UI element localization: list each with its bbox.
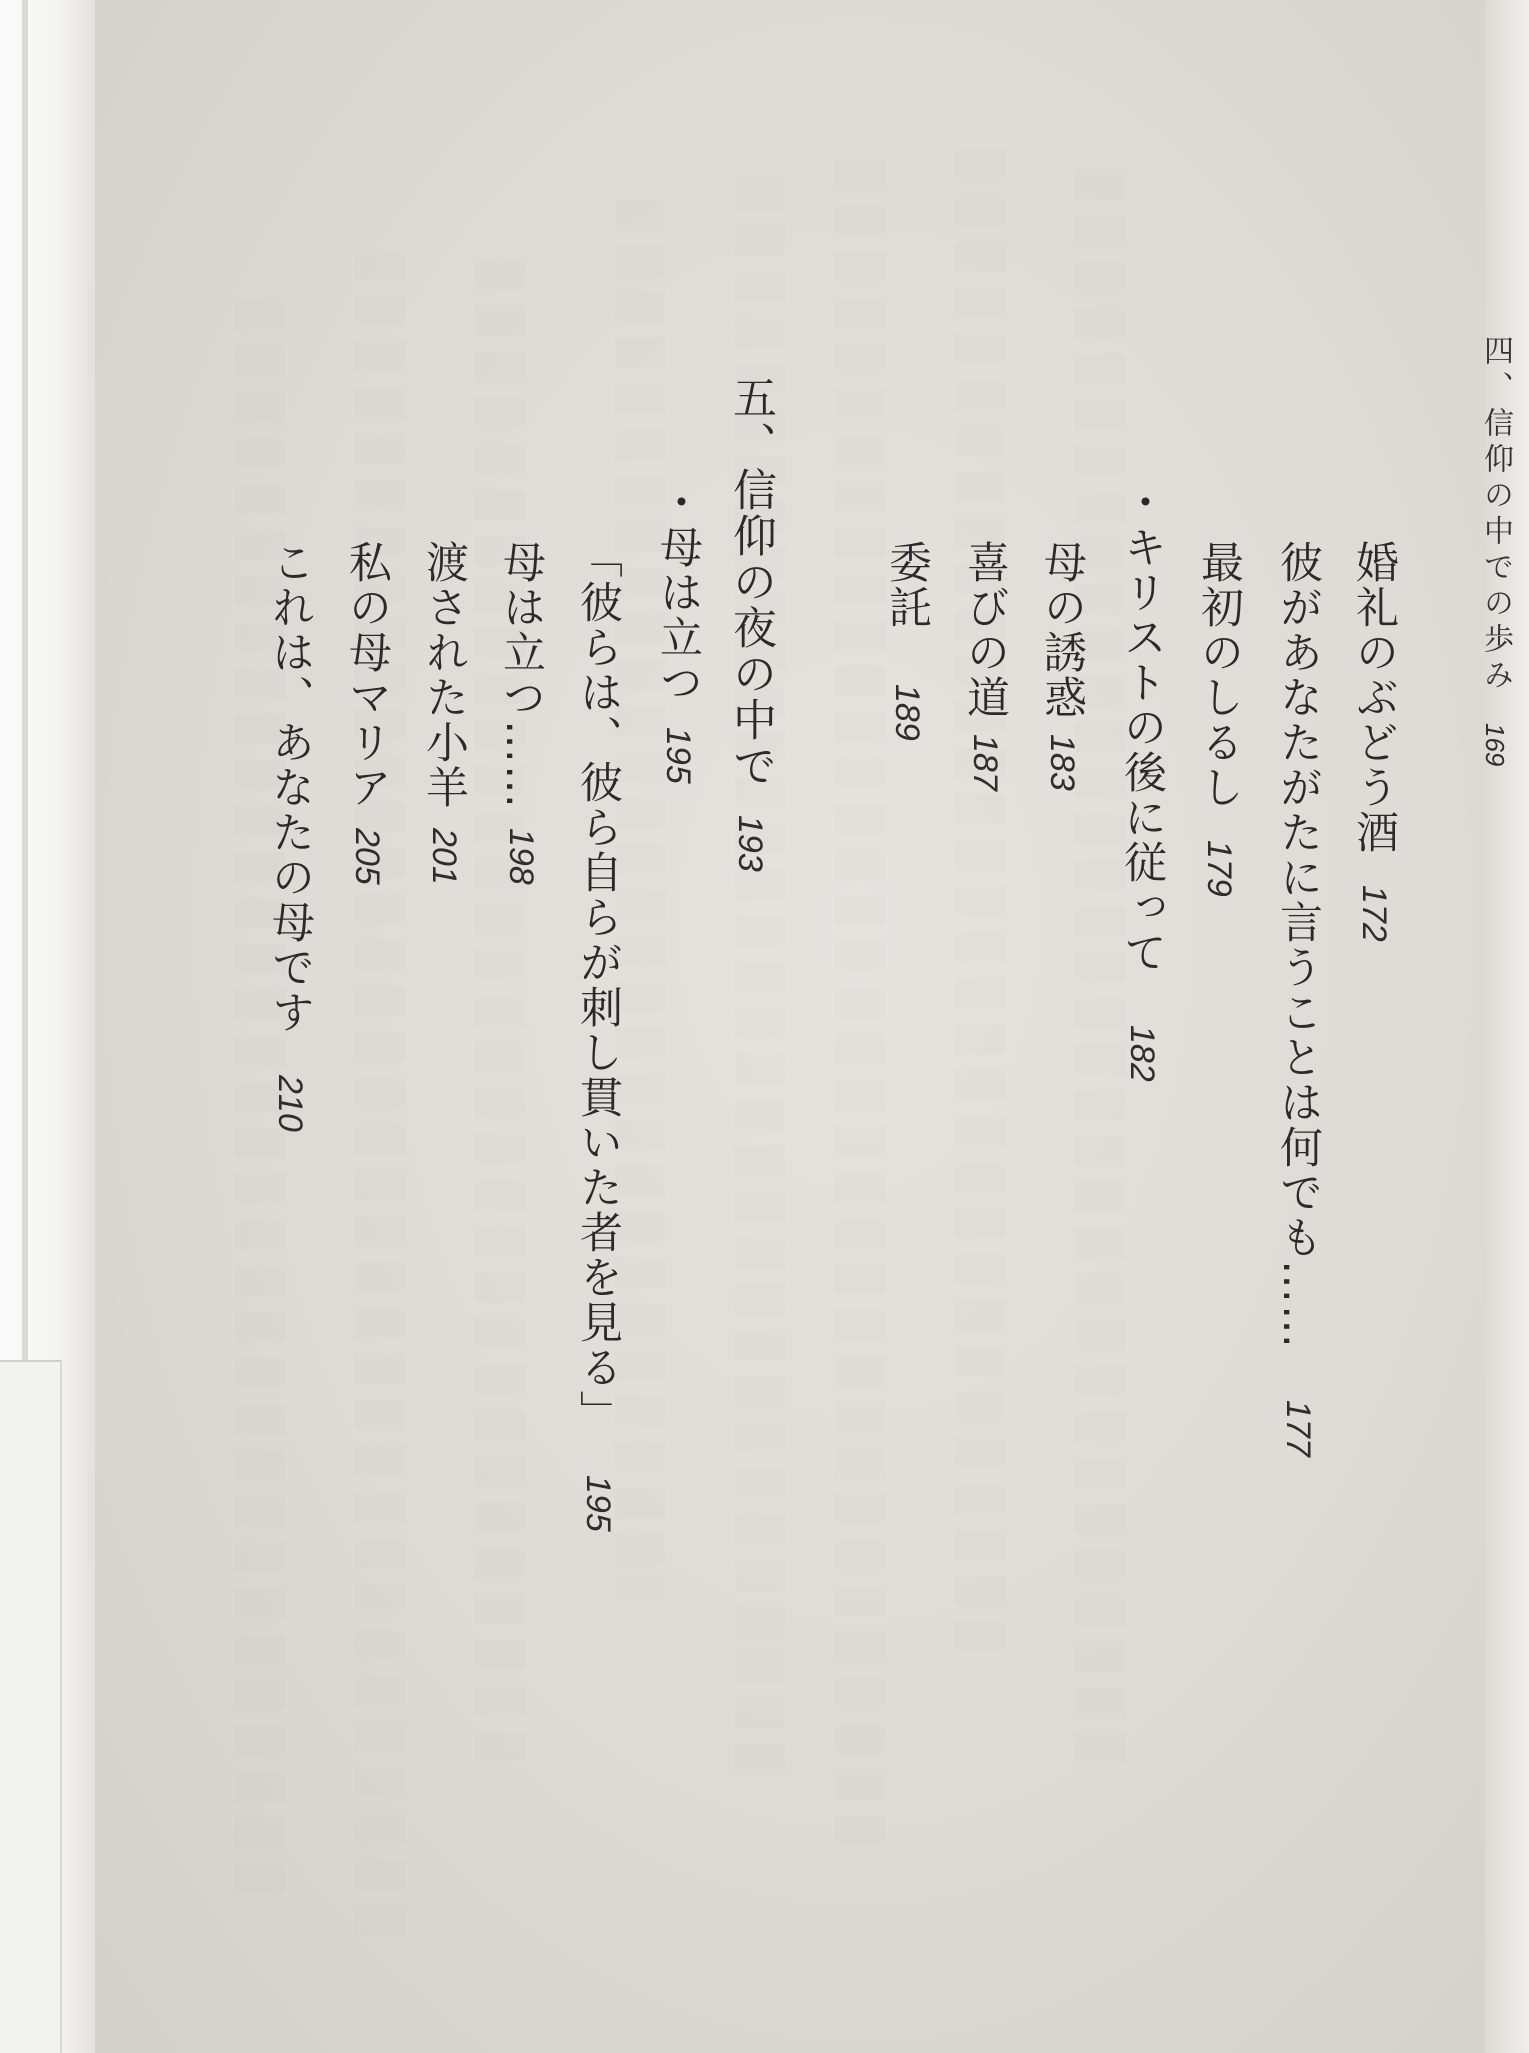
toc-entry-title: 母の誘惑 [1037,540,1087,720]
toc-entry-title: 委託 [882,540,932,630]
toc-entry-page: 189 [888,684,926,741]
toc-entry[interactable] [1117,480,1167,1082]
show-through-texture [355,250,405,1950]
toc-entry[interactable] [960,540,1010,791]
toc-entry-title: 喜びの道 [960,540,1010,720]
toc-entry-page: 205 [348,828,386,885]
running-head [1478,335,1513,767]
toc-entry-page: 187 [966,734,1004,791]
toc-entry[interactable] [1273,540,1323,1457]
toc-entry-page: 201 [425,828,463,885]
toc-entry-page: 179 [1200,840,1238,897]
toc-entry[interactable] [1194,540,1244,897]
toc-entry-title: 母は立つ…… [496,540,546,810]
toc-entry-title: これは、あなたの母です [265,540,315,1035]
toc-entry[interactable] [653,480,703,784]
toc-entry[interactable] [1349,540,1399,942]
running-head-page-number: 169 [1480,723,1510,767]
toc-entry-title: 私の母マリア [342,540,392,810]
left-page-sliver [22,0,28,1360]
toc-entry[interactable] [342,540,392,885]
show-through-texture [475,260,525,1760]
toc-entry-title: 「彼らは、彼ら自らが刺し貫いた者を見る」 [573,535,623,1435]
toc-entry[interactable] [265,540,315,1132]
right-page-edge [1485,0,1529,2053]
toc-entry-page: 172 [1355,885,1393,942]
toc-entry-title: 婚礼のぶどう酒 [1349,540,1399,855]
toc-chapter-heading[interactable] [725,375,776,872]
toc-entry-title: 彼があなたがたに言うことは何でも…… [1273,540,1323,1350]
toc-entry-title: 最初のしるし [1194,540,1244,810]
toc-entry-page: 177 [1279,1400,1317,1457]
toc-entry-page: 195 [579,1475,617,1532]
toc-entry-page: 210 [271,1075,309,1132]
toc-entry-title: ・キリストの後に従って [1117,480,1167,975]
toc-entry-page: 183 [1043,734,1081,791]
toc-entry-page: 193 [731,815,769,872]
toc-entry-title: ・母は立つ [653,480,703,705]
toc-entry-page: 198 [502,828,540,885]
toc-entry[interactable] [1037,540,1087,791]
running-head-text: 四、信仰の中での歩み [1478,335,1513,695]
show-through-texture [835,160,885,1860]
toc-entry[interactable] [882,540,932,741]
show-through-texture [955,150,1005,1650]
toc-entry[interactable] [419,540,469,885]
toc-entry-page: 182 [1123,1025,1161,1082]
toc-entry-title: 渡された小羊 [419,540,469,810]
toc-entry[interactable] [496,540,546,885]
left-paper-block [0,1360,62,2053]
toc-entry-page: 195 [659,727,697,784]
toc-entry[interactable] [573,535,623,1532]
toc-entry-title: 五、信仰の夜の中で [725,375,776,789]
